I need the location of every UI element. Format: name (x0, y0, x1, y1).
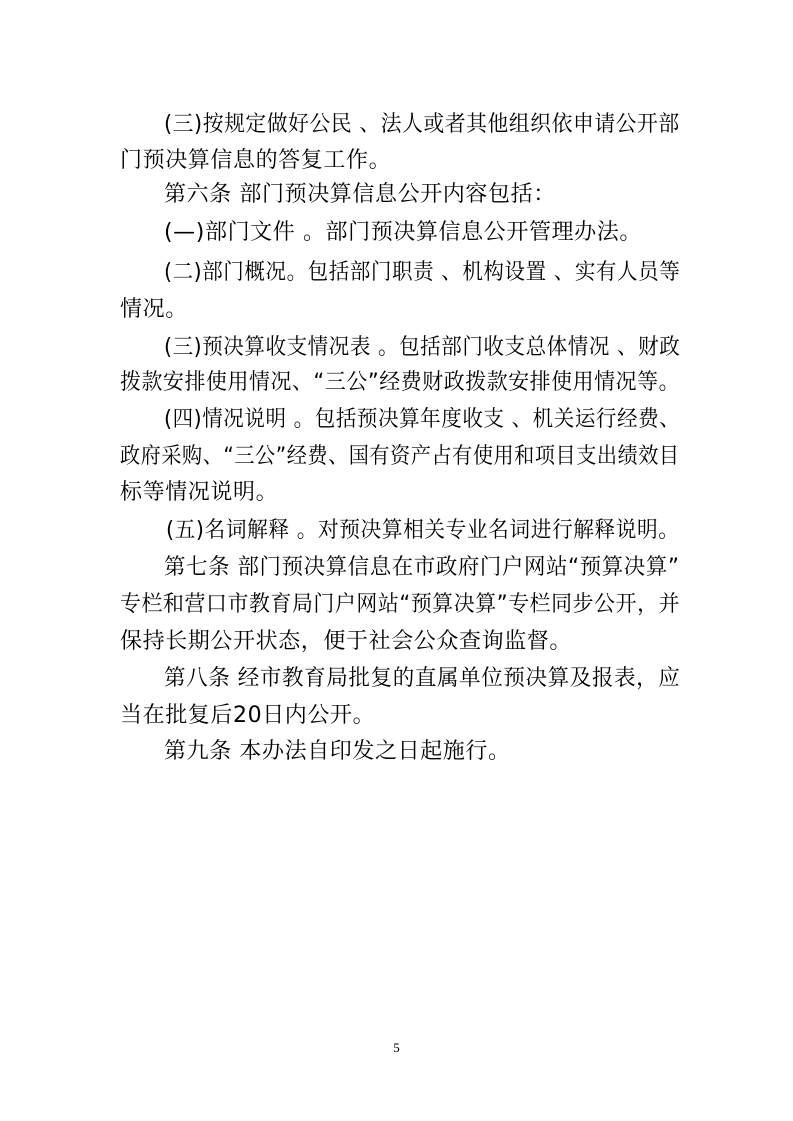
article-heading: 第六条 部门预决算信息公开内容包括： (164, 182, 556, 207)
article-heading: 第九条 本办法自印发之日起施行。 (164, 739, 511, 764)
article-heading: 第七条 部门预决算信息在市政府门户网站“预算决算” (164, 555, 680, 580)
text-line: (二)部门概况。包括部门职责 、机构设置 、实有人员等 (164, 260, 681, 285)
text-line: 专栏和营口市教育局门户网站“预算决算”专栏同步公开，并 (120, 592, 681, 617)
text-line: (—)部门文件 。部门预决算信息公开管理办法。 (164, 220, 642, 245)
article-heading: 第八条 经市教育局批复的直属单位预决算及报表，应 (164, 666, 681, 691)
text-line: 门预决算信息的答复工作。 (120, 148, 392, 173)
text-line: (三)预决算收支情况表 。包括部门收支总体情况 、财政 (164, 335, 681, 360)
text-line: 标等情况说明。 (120, 480, 279, 505)
text-line: 情况。 (120, 297, 188, 322)
page-number: 5 (393, 1040, 400, 1055)
text-line: (三)按规定做好公民 、法人或者其他组织依申请公开部 (164, 112, 680, 137)
text-line: 保持长期公开状态，便于社会公众查询监督。 (120, 629, 573, 654)
text-line: (四)情况说明 。包括预决算年度收支 、机关运行经费、 (164, 407, 681, 432)
text-line: (五)名词解释 。对预决算相关专业名词进行解释说明。 (166, 518, 680, 543)
text-line: 当在批复后20日内公开。 (120, 703, 376, 728)
text-line: 拨款安排使用情况、“三公”经费财政拨款安排使用情况等。 (120, 370, 681, 395)
text-line: 政府采购、“三公”经费、国有资产占有使用和项目支出绩效目 (120, 444, 680, 469)
